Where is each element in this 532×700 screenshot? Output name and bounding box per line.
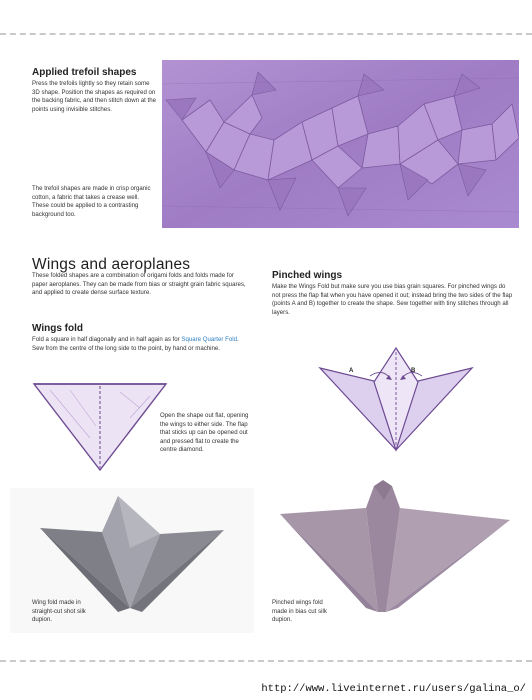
wings-intro: These folded shapes are a combination of origami folds and folds made for paper aeroplanes. They can be made from bias or straight grain fabric squares, and applied to create dense surface texture.	[32, 272, 246, 297]
wings-fold-title: Wings fold	[32, 323, 84, 334]
wings-fold-body-after: . Sew from the centre of the long side to the point, by hand or machine.	[32, 336, 239, 352]
pinched-wings-body: Make the Wings Fold but make sure you use bias grain squares. For pinched wings do not press the flap flat when you have opened it out; instead bring the two sides of the flap (points A and B) together to create the shape. Sew together with tiny stitches through all layers.	[272, 283, 513, 316]
trefoil-body: Press the trefoils lightly so they retain some 3D shape. Position the shapes as required on the backing fabric, and then stitch down at the points using invisible stitches.	[32, 80, 156, 113]
footer-url[interactable]: http://www.liveinternet.ru/users/galina_o/	[261, 683, 526, 695]
trefoil-caption: The trefoil shapes are made in crisp organic cotton, a fabric that takes a crease well. These could be applied to a contrasting background too.	[32, 185, 151, 218]
wings-fold-body-before: Fold a square in half diagonally and in half again as for	[32, 336, 182, 343]
trefoil-photo	[162, 60, 519, 228]
wings-title: Wings and aeroplanes	[32, 256, 191, 273]
trefoil-title: Applied trefoil shapes	[32, 67, 137, 78]
point-a-label: A	[349, 368, 354, 374]
pinched-wings-diagram	[316, 346, 476, 454]
wing-fold-photo-caption: Wing fold made in straight-cut shot silk dupion.	[32, 599, 86, 624]
pinched-wings-title: Pinched wings	[272, 270, 343, 281]
bottom-dashed-rule	[0, 660, 532, 662]
wings-fold-body	[32, 336, 250, 353]
point-b-label: B	[411, 368, 416, 374]
square-quarter-fold-link[interactable]: Square Quarter Fold	[181, 336, 237, 343]
top-dashed-rule	[0, 33, 532, 35]
wings-fold-open-note: Open the shape out flat, opening the wings to either side. The flap that sticks up can be opened out and pressed flat to create the centre diamond.	[160, 412, 249, 454]
pinched-wings-photo-caption: Pinched wings fold made in bias cut silk dupion.	[272, 599, 327, 624]
wings-fold-diagram	[30, 378, 170, 478]
trefoil-fabric-illustration	[162, 60, 519, 228]
